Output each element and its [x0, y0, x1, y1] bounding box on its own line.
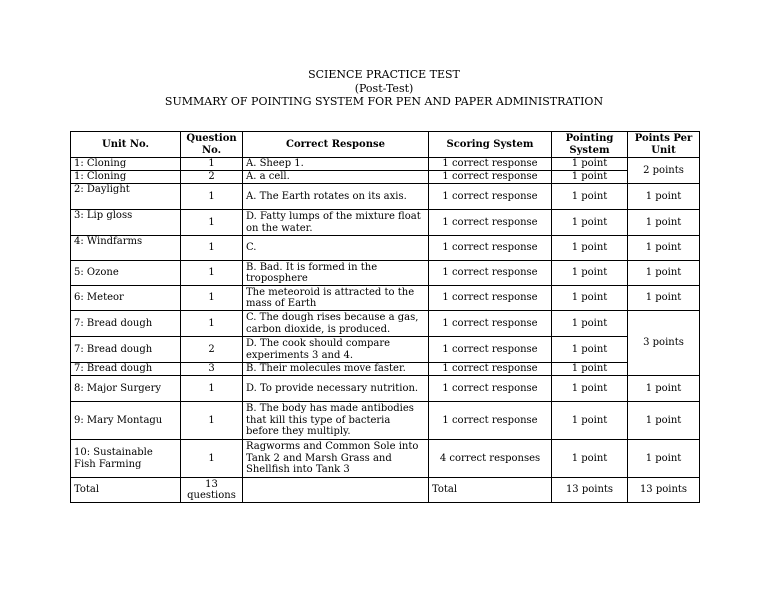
points-per-unit-cell: 1 point: [628, 261, 700, 286]
pointing-cell: 1 point: [552, 171, 628, 184]
unit-cell: 10: Sustainable Fish Farming: [71, 440, 181, 478]
points-per-unit-cell: 1 point: [628, 236, 700, 261]
total-questions: 13 questions: [181, 478, 243, 503]
pointing-cell: 1 point: [552, 158, 628, 171]
table-row: [71, 171, 700, 184]
question-cell: 1: [181, 376, 243, 402]
scoring-cell: 1 correct response: [429, 376, 552, 402]
response-cell: The meteoroid is attracted to the mass of Earth: [243, 286, 429, 311]
table-row: [71, 376, 700, 402]
pointing-cell: 1 point: [552, 363, 628, 376]
points-per-unit-cell: 1 point: [628, 286, 700, 311]
unit-cell: 2: Daylight: [71, 184, 181, 210]
table-row: [71, 184, 700, 210]
response-cell: D. Fatty lumps of the mixture float on the water.: [243, 210, 429, 236]
points-per-unit-cell: 2 points: [628, 158, 700, 184]
scoring-cell: 1 correct response: [429, 286, 552, 311]
table-row: [71, 236, 700, 261]
pointing-cell: 1 point: [552, 184, 628, 210]
pointing-cell: 1 point: [552, 376, 628, 402]
response-cell: B. Bad. It is formed in the troposphere: [243, 261, 429, 286]
question-cell: 1: [181, 286, 243, 311]
points-per-unit-cell: 1 point: [628, 402, 700, 440]
question-cell: 1: [181, 311, 243, 337]
col-header-per-unit: Points Per Unit: [628, 132, 700, 158]
total-points: 13 points: [552, 478, 628, 503]
question-cell: 1: [181, 261, 243, 286]
table-row: [71, 363, 700, 376]
total-score-label: Total: [429, 478, 552, 503]
scoring-cell: 1 correct response: [429, 236, 552, 261]
response-cell: D. To provide necessary nutrition.: [243, 376, 429, 402]
unit-cell: 3: Lip gloss: [71, 210, 181, 236]
empty-cell: [243, 478, 429, 503]
unit-cell: 6: Meteor: [71, 286, 181, 311]
table-row: [71, 286, 700, 311]
response-cell: C. The dough rises because a gas, carbon dioxide, is produced.: [243, 311, 429, 337]
pointing-cell: 1 point: [552, 311, 628, 337]
scoring-cell: 1 correct response: [429, 158, 552, 171]
table-row: [71, 337, 700, 363]
response-cell: Ragworms and Common Sole into Tank 2 and Marsh Grass and Shellfish into Tank 3: [243, 440, 429, 478]
response-cell: D. The cook should compare experiments 3 and 4.: [243, 337, 429, 363]
unit-cell: 7: Bread dough: [71, 337, 181, 363]
pointing-cell: 1 point: [552, 337, 628, 363]
scoring-cell: 1 correct response: [429, 402, 552, 440]
question-cell: 1: [181, 184, 243, 210]
table-row: [71, 158, 700, 171]
unit-cell: 7: Bread dough: [71, 311, 181, 337]
pointing-cell: 1 point: [552, 440, 628, 478]
scoring-cell: 1 correct response: [429, 261, 552, 286]
pointing-cell: 1 point: [552, 210, 628, 236]
table-row: [71, 402, 700, 440]
scoring-cell: 1 correct response: [429, 184, 552, 210]
unit-cell: 4: Windfarms: [71, 236, 181, 261]
points-per-unit-cell: 1 point: [628, 210, 700, 236]
total-row: [71, 478, 700, 503]
scoring-cell: 1 correct response: [429, 171, 552, 184]
pointing-cell: 1 point: [552, 261, 628, 286]
response-cell: C.: [243, 236, 429, 261]
scoring-cell: 1 correct response: [429, 363, 552, 376]
document-title: SCIENCE PRACTICE TEST: [308, 68, 460, 81]
col-header-scoring: Scoring System: [429, 132, 552, 158]
table-row: [71, 311, 700, 337]
points-per-unit-cell: 3 points: [628, 311, 700, 376]
question-cell: 1: [181, 210, 243, 236]
pointing-cell: 1 point: [552, 286, 628, 311]
question-cell: 2: [181, 337, 243, 363]
col-header-pointing: Pointing System: [552, 132, 628, 158]
question-cell: 1: [181, 158, 243, 171]
response-cell: A. The Earth rotates on its axis.: [243, 184, 429, 210]
response-cell: B. Their molecules move faster.: [243, 363, 429, 376]
pointing-system-table: [70, 131, 700, 503]
table-row: [71, 261, 700, 286]
table-row: [71, 440, 700, 478]
response-cell: A. a cell.: [243, 171, 429, 184]
points-per-unit-cell: 1 point: [628, 376, 700, 402]
unit-cell: 8: Major Surgery: [71, 376, 181, 402]
unit-cell: 7: Bread dough: [71, 363, 181, 376]
unit-cell: 5: Ozone: [71, 261, 181, 286]
scoring-cell: 1 correct response: [429, 210, 552, 236]
response-cell: A. Sheep 1.: [243, 158, 429, 171]
table-header-row: [71, 132, 700, 158]
points-per-unit-cell: 1 point: [628, 440, 700, 478]
unit-cell: 1: Cloning: [71, 158, 181, 171]
scoring-cell: 1 correct response: [429, 311, 552, 337]
response-cell: B. The body has made antibodies that kill this type of bacteria before they multiply.: [243, 402, 429, 440]
col-header-unit: Unit No.: [71, 132, 181, 158]
question-cell: 1: [181, 236, 243, 261]
pointing-cell: 1 point: [552, 402, 628, 440]
document-heading: SUMMARY OF POINTING SYSTEM FOR PEN AND PAPER ADMINISTRATION: [164, 95, 604, 108]
points-per-unit-cell: 1 point: [628, 184, 700, 210]
document-subtitle: (Post-Test): [354, 82, 414, 95]
total-label: Total: [71, 478, 181, 503]
question-cell: 3: [181, 363, 243, 376]
scoring-cell: 1 correct response: [429, 337, 552, 363]
question-cell: 1: [181, 402, 243, 440]
question-cell: 1: [181, 440, 243, 478]
total-points-per-unit: 13 points: [628, 478, 700, 503]
unit-cell: 1: Cloning: [71, 171, 181, 184]
scoring-cell: 4 correct responses: [429, 440, 552, 478]
question-cell: 2: [181, 171, 243, 184]
table-row: [71, 210, 700, 236]
col-header-question: Question No.: [181, 132, 243, 158]
pointing-cell: 1 point: [552, 236, 628, 261]
unit-cell: 9: Mary Montagu: [71, 402, 181, 440]
col-header-response: Correct Response: [243, 132, 429, 158]
